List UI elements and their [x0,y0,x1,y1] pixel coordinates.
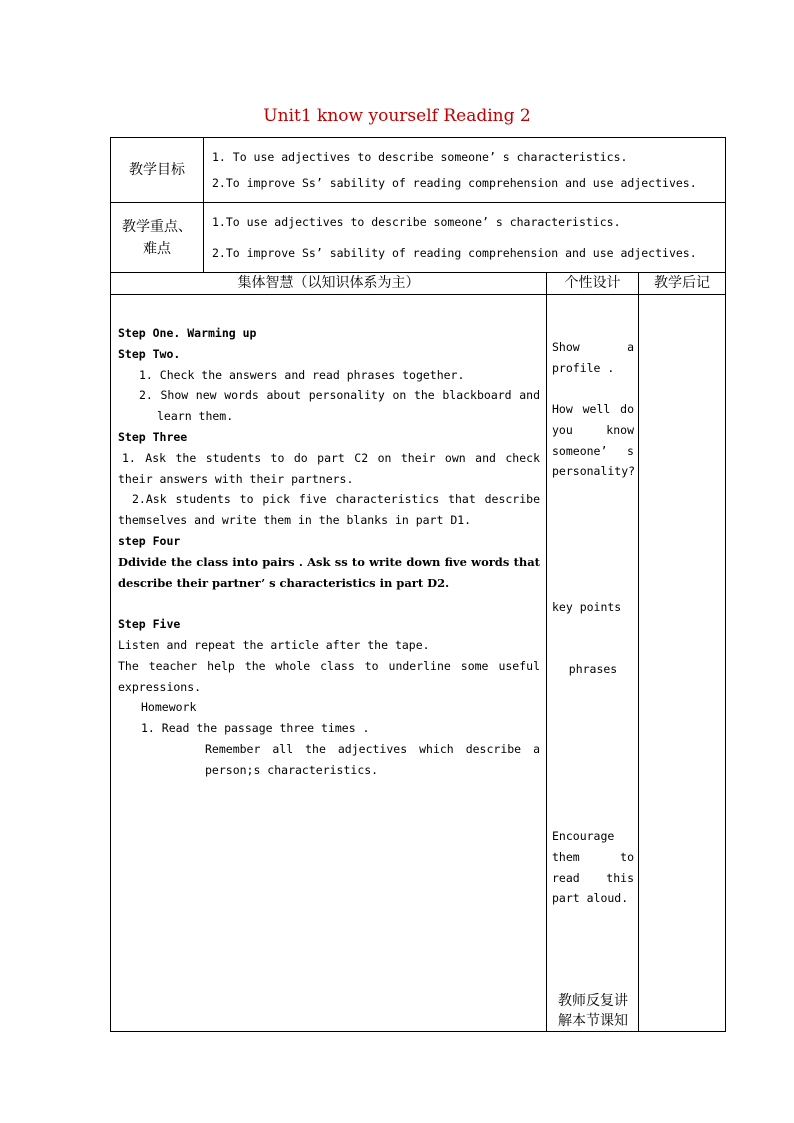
personal-note: key points [552,600,622,614]
reflection-header: 教学后记 [639,273,726,295]
personal-header: 个性设计 [547,273,639,295]
step-item: 2.Ask students to pick five characteristics that describe themselves and write them in the blanks in part D1. [118,492,540,528]
reflection-content [639,295,726,1032]
personal-note: Show a profile . [552,340,634,375]
step-heading: Step Five [118,617,181,632]
steps-content [111,295,547,1032]
step-text: Ddivide the class into pairs . Ask ss to write down five words that describe their partner’ s characteristics in part D2. [118,554,540,590]
collective-header: 集体智慧（以知识体系为主） [111,273,547,295]
personal-note: phrases [568,662,618,676]
step-heading: Step Two. [118,346,181,361]
key-point-item: 1.To use adjectives to describe someone’ s characteristics. [212,215,621,229]
objectives-label: 教学目标 [111,138,204,203]
step-heading: Step One. Warming up [118,326,257,340]
step-text: The teacher help the whole class to underline some useful expressions. [118,658,540,694]
personal-design-content [547,295,639,1032]
page-title: Unit1 know yourself Reading 2 [263,106,531,126]
objective-item: 2.To improve Ss’ sability of reading comprehension and use adjectives. [212,176,697,190]
homework-item: 1. Read the passage three times . [141,721,370,736]
step-heading: step Four [118,533,181,548]
objective-item: 1. To use adjectives to describe someone’ s characteristics. [212,150,628,164]
step-item: 2. Show new words about personality on the blackboard and learn them. [139,388,540,424]
personal-note: How well do you know someone’ s personality? [552,402,636,479]
key-points-content [204,203,726,273]
step-text: Listen and repeat the article after the tape. [118,637,430,652]
homework-heading: Homework [141,700,197,715]
objectives-row [111,138,726,203]
objectives-content [204,138,726,203]
lesson-plan-table [110,137,726,1032]
header-row [111,273,726,295]
content-row [111,295,726,1032]
personal-note: 教师反复讲解本节课知 [558,993,628,1029]
key-points-row [111,203,726,273]
key-point-item: 2.To improve Ss’ sability of reading comprehension and use adjectives. [212,246,697,260]
homework-item: Remember all the adjectives which describe a person;s characteristics. [205,741,540,777]
personal-note: Encourage them to read this part aloud. [552,829,634,906]
step-item: 1. Check the answers and read phrases together. [139,367,465,382]
step-item: 1. Ask the students to do part C2 on their own and check their answers with their partners. [118,450,540,486]
step-heading: Step Three [118,429,188,444]
key-points-label: 教学重点、难点 [111,203,204,273]
